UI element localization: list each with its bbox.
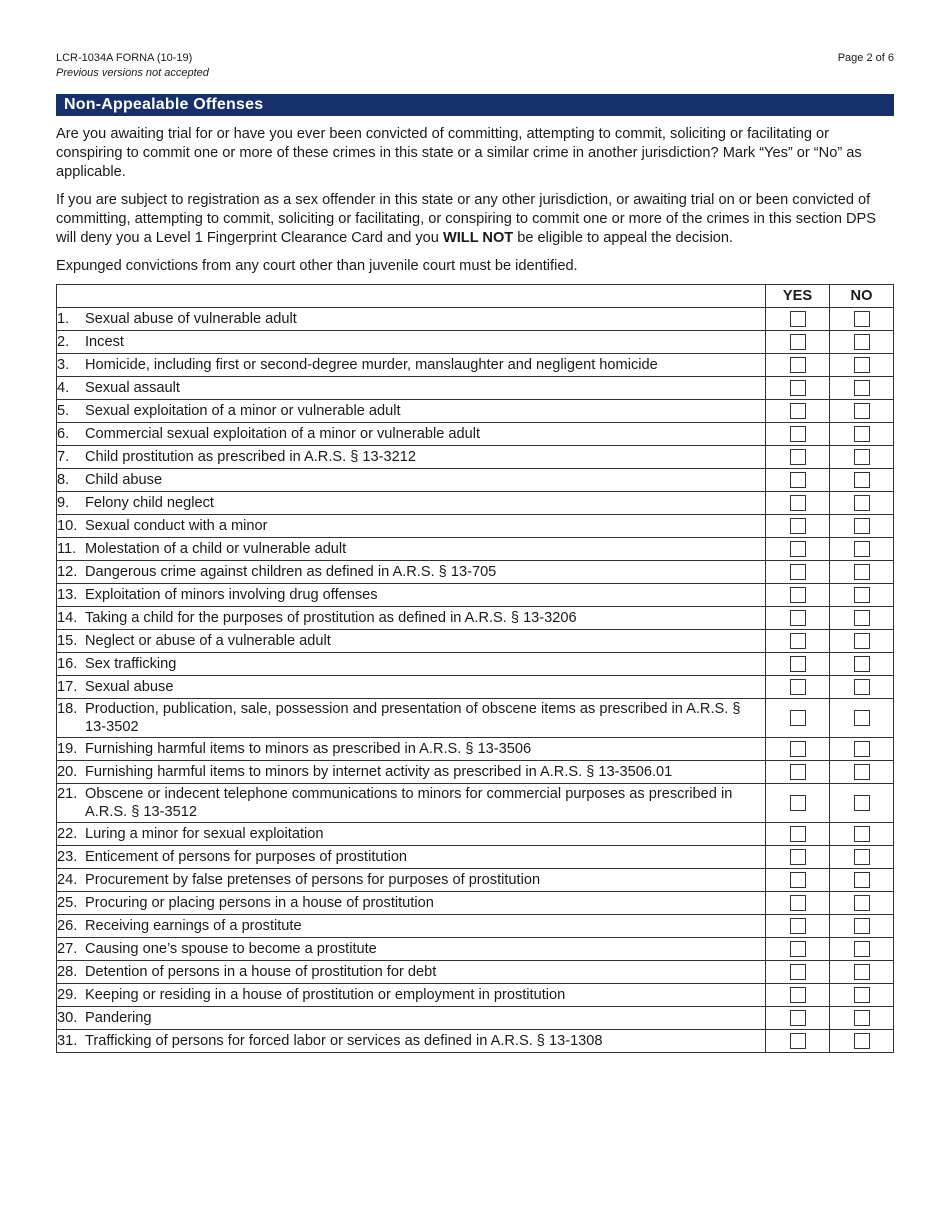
offense-description: Dangerous crime against children as defined in A.R.S. § 13-705 xyxy=(85,564,497,580)
offense-cell xyxy=(57,846,766,869)
yes-column-header: YES xyxy=(766,285,830,308)
section-title: Non-Appealable Offenses xyxy=(56,94,894,116)
offense-cell xyxy=(57,653,766,676)
no-checkbox[interactable] xyxy=(854,380,870,396)
yes-cell xyxy=(766,961,830,984)
yes-checkbox[interactable] xyxy=(790,872,806,888)
offense-description: Sexual exploitation of a minor or vulnerable adult xyxy=(85,403,401,419)
no-cell xyxy=(830,492,894,515)
offense-cell xyxy=(57,538,766,561)
offense-description: Pandering xyxy=(85,1010,152,1026)
offense-number: 16. xyxy=(57,656,78,672)
offense-cell xyxy=(57,354,766,377)
offense-description: Trafficking of persons for forced labor or services as defined in A.R.S. § 13-1308 xyxy=(85,1033,603,1049)
no-checkbox[interactable] xyxy=(854,541,870,557)
offense-number: 21. xyxy=(57,786,78,802)
offense-cell xyxy=(57,308,766,331)
warning-text-start: If you are subject to registration as a sex offender in this state or any other jurisdiction, or awaiting trial on or been convicted of committing, attempting to commit, soliciting or facilitating, or conspiring to commit one or more of the crimes in this section DPS will deny you a Level 1 Fingerprint Clearance Card and you xyxy=(56,192,876,246)
yes-checkbox[interactable] xyxy=(790,541,806,557)
offense-row xyxy=(57,869,894,892)
no-checkbox[interactable] xyxy=(854,964,870,980)
yes-cell xyxy=(766,400,830,423)
offense-row xyxy=(57,515,894,538)
offense-cell xyxy=(57,607,766,630)
offense-row xyxy=(57,584,894,607)
yes-checkbox[interactable] xyxy=(790,610,806,626)
no-checkbox[interactable] xyxy=(854,795,870,811)
offense-number: 14. xyxy=(57,610,78,626)
yes-cell xyxy=(766,446,830,469)
offense-cell xyxy=(57,469,766,492)
offense-description: Production, publication, sale, possession and presentation of obscene items as prescribed in A.R.S. § 13-3502 xyxy=(85,701,741,735)
offense-description: Felony child neglect xyxy=(85,495,214,511)
no-cell xyxy=(830,1030,894,1053)
offense-rows xyxy=(57,308,894,1053)
offense-description: Molestation of a child or vulnerable adult xyxy=(85,541,347,557)
no-checkbox[interactable] xyxy=(854,587,870,603)
offense-row xyxy=(57,492,894,515)
offense-cell xyxy=(57,446,766,469)
offense-row xyxy=(57,331,894,354)
no-checkbox[interactable] xyxy=(854,610,870,626)
no-cell xyxy=(830,653,894,676)
no-checkbox[interactable] xyxy=(854,334,870,350)
offense-description: Taking a child for the purposes of prostitution as defined in A.R.S. § 13-3206 xyxy=(85,610,577,626)
offense-cell xyxy=(57,938,766,961)
offense-number: 30. xyxy=(57,1010,78,1026)
form-version-note: Previous versions not accepted xyxy=(56,67,209,79)
offense-row xyxy=(57,377,894,400)
no-checkbox[interactable] xyxy=(854,633,870,649)
offense-description: Incest xyxy=(85,334,124,350)
offense-number: 15. xyxy=(57,633,78,649)
no-checkbox[interactable] xyxy=(854,941,870,957)
offense-description: Procurement by false pretenses of persons for purposes of prostitution xyxy=(85,872,541,888)
offense-number: 25. xyxy=(57,895,78,911)
instructions-paragraph: Are you awaiting trial for or have you ever been convicted of committing, attempting to commit, soliciting or facilitating or conspiring to commit one or more of these crimes in this state or a similar crime in another jurisdiction? Mark “Yes” or “No” as applicable. xyxy=(56,126,862,180)
offense-number: 20. xyxy=(57,764,78,780)
no-checkbox[interactable] xyxy=(854,679,870,695)
offense-number: 29. xyxy=(57,987,78,1003)
offense-number: 19. xyxy=(57,741,78,757)
offense-number: 28. xyxy=(57,964,78,980)
no-checkbox[interactable] xyxy=(854,518,870,534)
yes-checkbox[interactable] xyxy=(790,710,806,726)
yes-cell xyxy=(766,584,830,607)
warning-text-end: be eligible to appeal the decision. xyxy=(513,230,734,246)
offense-number: 5. xyxy=(57,403,70,419)
offense-row xyxy=(57,915,894,938)
offense-description: Furnishing harmful items to minors as prescribed in A.R.S. § 13-3506 xyxy=(85,741,532,757)
offense-row xyxy=(57,308,894,331)
offense-cell xyxy=(57,423,766,446)
offense-row xyxy=(57,469,894,492)
offense-description: Child abuse xyxy=(85,472,163,488)
yes-cell xyxy=(766,515,830,538)
no-checkbox[interactable] xyxy=(854,403,870,419)
no-checkbox[interactable] xyxy=(854,826,870,842)
offense-cell xyxy=(57,1007,766,1030)
offense-cell xyxy=(57,699,766,738)
no-cell xyxy=(830,984,894,1007)
offense-number: 4. xyxy=(57,380,70,396)
offense-number: 10. xyxy=(57,518,78,534)
offense-row xyxy=(57,561,894,584)
yes-cell xyxy=(766,423,830,446)
no-cell xyxy=(830,354,894,377)
offense-description: Enticement of persons for purposes of prostitution xyxy=(85,849,408,865)
yes-cell xyxy=(766,892,830,915)
offense-description: Detention of persons in a house of prostitution for debt xyxy=(85,964,437,980)
offense-number: 23. xyxy=(57,849,78,865)
offense-row xyxy=(57,892,894,915)
offense-cell xyxy=(57,961,766,984)
no-cell xyxy=(830,377,894,400)
offense-row xyxy=(57,1030,894,1053)
no-cell xyxy=(830,515,894,538)
no-checkbox[interactable] xyxy=(854,987,870,1003)
yes-cell xyxy=(766,676,830,699)
no-checkbox[interactable] xyxy=(854,895,870,911)
offenses-table xyxy=(56,284,894,1053)
no-cell xyxy=(830,423,894,446)
yes-cell xyxy=(766,607,830,630)
offense-row xyxy=(57,400,894,423)
offense-cell xyxy=(57,630,766,653)
offense-number: 12. xyxy=(57,564,78,580)
offense-cell xyxy=(57,823,766,846)
yes-cell xyxy=(766,538,830,561)
offense-cell xyxy=(57,984,766,1007)
offense-row xyxy=(57,784,894,823)
offense-number: 9. xyxy=(57,495,70,511)
yes-checkbox[interactable] xyxy=(790,764,806,780)
no-cell xyxy=(830,938,894,961)
yes-checkbox[interactable] xyxy=(790,1010,806,1026)
no-checkbox[interactable] xyxy=(854,357,870,373)
yes-checkbox[interactable] xyxy=(790,587,806,603)
yes-cell xyxy=(766,354,830,377)
yes-cell xyxy=(766,846,830,869)
no-cell xyxy=(830,538,894,561)
offense-cell xyxy=(57,784,766,823)
offense-row xyxy=(57,423,894,446)
yes-checkbox[interactable] xyxy=(790,380,806,396)
offense-description: Receiving earnings of a prostitute xyxy=(85,918,302,934)
no-checkbox[interactable] xyxy=(854,495,870,511)
yes-checkbox[interactable] xyxy=(790,826,806,842)
offense-description: Luring a minor for sexual exploitation xyxy=(85,826,324,842)
offense-number: 13. xyxy=(57,587,78,603)
offense-number: 1. xyxy=(57,311,70,327)
offense-row xyxy=(57,961,894,984)
offense-row xyxy=(57,1007,894,1030)
yes-cell xyxy=(766,784,830,823)
offense-row xyxy=(57,354,894,377)
no-column-header: NO xyxy=(830,285,894,308)
offense-cell xyxy=(57,738,766,761)
no-cell xyxy=(830,308,894,331)
yes-checkbox[interactable] xyxy=(790,495,806,511)
no-cell xyxy=(830,915,894,938)
offense-row xyxy=(57,699,894,738)
yes-cell xyxy=(766,823,830,846)
offense-row xyxy=(57,738,894,761)
yes-checkbox[interactable] xyxy=(790,403,806,419)
yes-checkbox[interactable] xyxy=(790,895,806,911)
yes-checkbox[interactable] xyxy=(790,633,806,649)
offense-column-header xyxy=(57,285,766,308)
offense-number: 3. xyxy=(57,357,70,373)
offense-cell xyxy=(57,892,766,915)
offense-description: Sexual assault xyxy=(85,380,180,396)
offense-cell xyxy=(57,400,766,423)
warning-emphasis: WILL NOT xyxy=(442,230,514,246)
offense-description: Furnishing harmful items to minors by internet activity as prescribed in A.R.S. § 13-3506.01 xyxy=(85,764,673,780)
offense-description: Causing one’s spouse to become a prostitute xyxy=(85,941,377,957)
no-cell xyxy=(830,823,894,846)
no-checkbox[interactable] xyxy=(854,849,870,865)
no-checkbox[interactable] xyxy=(854,311,870,327)
page-header xyxy=(56,0,894,92)
no-checkbox[interactable] xyxy=(854,426,870,442)
no-checkbox[interactable] xyxy=(854,764,870,780)
yes-checkbox[interactable] xyxy=(790,449,806,465)
offense-cell xyxy=(57,515,766,538)
offense-description: Obscene or indecent telephone communications to minors for commercial purposes as prescribed in A.R.S. § 13-3512 xyxy=(85,786,733,820)
yes-cell xyxy=(766,630,830,653)
offense-row xyxy=(57,446,894,469)
yes-cell xyxy=(766,869,830,892)
offense-row xyxy=(57,823,894,846)
no-cell xyxy=(830,1007,894,1030)
no-checkbox[interactable] xyxy=(854,741,870,757)
yes-checkbox[interactable] xyxy=(790,656,806,672)
expunged-note: Expunged convictions from any court other than juvenile court must be identified. xyxy=(56,258,578,274)
offense-description: Homicide, including first or second-degree murder, manslaughter and negligent homicide xyxy=(85,357,658,373)
offense-number: 2. xyxy=(57,334,70,350)
no-cell xyxy=(830,784,894,823)
offense-row xyxy=(57,676,894,699)
no-checkbox[interactable] xyxy=(854,472,870,488)
yes-cell xyxy=(766,331,830,354)
no-cell xyxy=(830,699,894,738)
yes-cell xyxy=(766,377,830,400)
yes-checkbox[interactable] xyxy=(790,357,806,373)
no-checkbox[interactable] xyxy=(854,564,870,580)
offense-number: 8. xyxy=(57,472,70,488)
no-cell xyxy=(830,584,894,607)
no-cell xyxy=(830,869,894,892)
yes-cell xyxy=(766,492,830,515)
no-cell xyxy=(830,676,894,699)
no-cell xyxy=(830,892,894,915)
offense-number: 24. xyxy=(57,872,78,888)
offense-cell xyxy=(57,377,766,400)
offense-row xyxy=(57,938,894,961)
no-cell xyxy=(830,446,894,469)
yes-checkbox[interactable] xyxy=(790,987,806,1003)
yes-checkbox[interactable] xyxy=(790,741,806,757)
no-checkbox[interactable] xyxy=(854,449,870,465)
no-cell xyxy=(830,630,894,653)
offense-description: Sexual abuse xyxy=(85,679,174,695)
no-cell xyxy=(830,400,894,423)
offense-row xyxy=(57,984,894,1007)
offense-row xyxy=(57,630,894,653)
offense-number: 27. xyxy=(57,941,78,957)
yes-cell xyxy=(766,761,830,784)
offense-row xyxy=(57,846,894,869)
yes-cell xyxy=(766,308,830,331)
yes-cell xyxy=(766,984,830,1007)
offense-description: Sex trafficking xyxy=(85,656,177,672)
yes-cell xyxy=(766,699,830,738)
no-cell xyxy=(830,961,894,984)
offense-cell xyxy=(57,869,766,892)
yes-checkbox[interactable] xyxy=(790,564,806,580)
yes-checkbox[interactable] xyxy=(790,964,806,980)
no-checkbox[interactable] xyxy=(854,656,870,672)
page-number: Page 2 of 6 xyxy=(837,52,894,64)
offense-number: 18. xyxy=(57,701,78,717)
offense-description: Exploitation of minors involving drug offenses xyxy=(85,587,378,603)
no-cell xyxy=(830,607,894,630)
offense-cell xyxy=(57,761,766,784)
offense-number: 11. xyxy=(57,541,77,557)
offense-cell xyxy=(57,915,766,938)
offense-cell xyxy=(57,676,766,699)
no-checkbox[interactable] xyxy=(854,1010,870,1026)
offense-description: Keeping or residing in a house of prostitution or employment in prostitution xyxy=(85,987,566,1003)
yes-cell xyxy=(766,738,830,761)
form-id: LCR-1034A FORNA (10-19) xyxy=(56,52,193,64)
offense-cell xyxy=(57,331,766,354)
no-cell xyxy=(830,738,894,761)
yes-checkbox[interactable] xyxy=(790,1033,806,1049)
offense-description: Sexual conduct with a minor xyxy=(85,518,268,534)
offense-number: 17. xyxy=(57,679,78,695)
no-cell xyxy=(830,561,894,584)
yes-checkbox[interactable] xyxy=(790,426,806,442)
offense-description: Commercial sexual exploitation of a minor or vulnerable adult xyxy=(85,426,481,442)
yes-cell xyxy=(766,915,830,938)
yes-checkbox[interactable] xyxy=(790,941,806,957)
offense-row xyxy=(57,607,894,630)
offense-row xyxy=(57,653,894,676)
offense-cell xyxy=(57,561,766,584)
offense-cell xyxy=(57,584,766,607)
yes-checkbox[interactable] xyxy=(790,918,806,934)
offense-cell xyxy=(57,1030,766,1053)
offense-description: Procuring or placing persons in a house of prostitution xyxy=(85,895,434,911)
offense-number: 7. xyxy=(57,449,70,465)
yes-checkbox[interactable] xyxy=(790,518,806,534)
yes-cell xyxy=(766,653,830,676)
yes-cell xyxy=(766,561,830,584)
yes-checkbox[interactable] xyxy=(790,472,806,488)
yes-checkbox[interactable] xyxy=(790,311,806,327)
no-cell xyxy=(830,846,894,869)
no-cell xyxy=(830,469,894,492)
no-cell xyxy=(830,761,894,784)
form-page xyxy=(56,0,894,1053)
offense-number: 26. xyxy=(57,918,78,934)
no-checkbox[interactable] xyxy=(854,918,870,934)
offense-description: Neglect or abuse of a vulnerable adult xyxy=(85,633,331,649)
yes-cell xyxy=(766,469,830,492)
table-header-row xyxy=(57,285,894,308)
offense-description: Child prostitution as prescribed in A.R.S. § 13-3212 xyxy=(85,449,416,465)
no-checkbox[interactable] xyxy=(854,1033,870,1049)
yes-cell xyxy=(766,1007,830,1030)
offense-row xyxy=(57,538,894,561)
no-checkbox[interactable] xyxy=(854,872,870,888)
warning-paragraph xyxy=(56,191,894,248)
yes-cell xyxy=(766,1030,830,1053)
yes-cell xyxy=(766,938,830,961)
offense-number: 22. xyxy=(57,826,78,842)
offense-number: 31. xyxy=(57,1033,78,1049)
offense-cell xyxy=(57,492,766,515)
offense-description: Sexual abuse of vulnerable adult xyxy=(85,311,297,327)
offense-row xyxy=(57,761,894,784)
yes-checkbox[interactable] xyxy=(790,334,806,350)
offense-number: 6. xyxy=(57,426,70,442)
yes-checkbox[interactable] xyxy=(790,795,806,811)
no-cell xyxy=(830,331,894,354)
yes-checkbox[interactable] xyxy=(790,849,806,865)
yes-checkbox[interactable] xyxy=(790,679,806,695)
no-checkbox[interactable] xyxy=(854,710,870,726)
